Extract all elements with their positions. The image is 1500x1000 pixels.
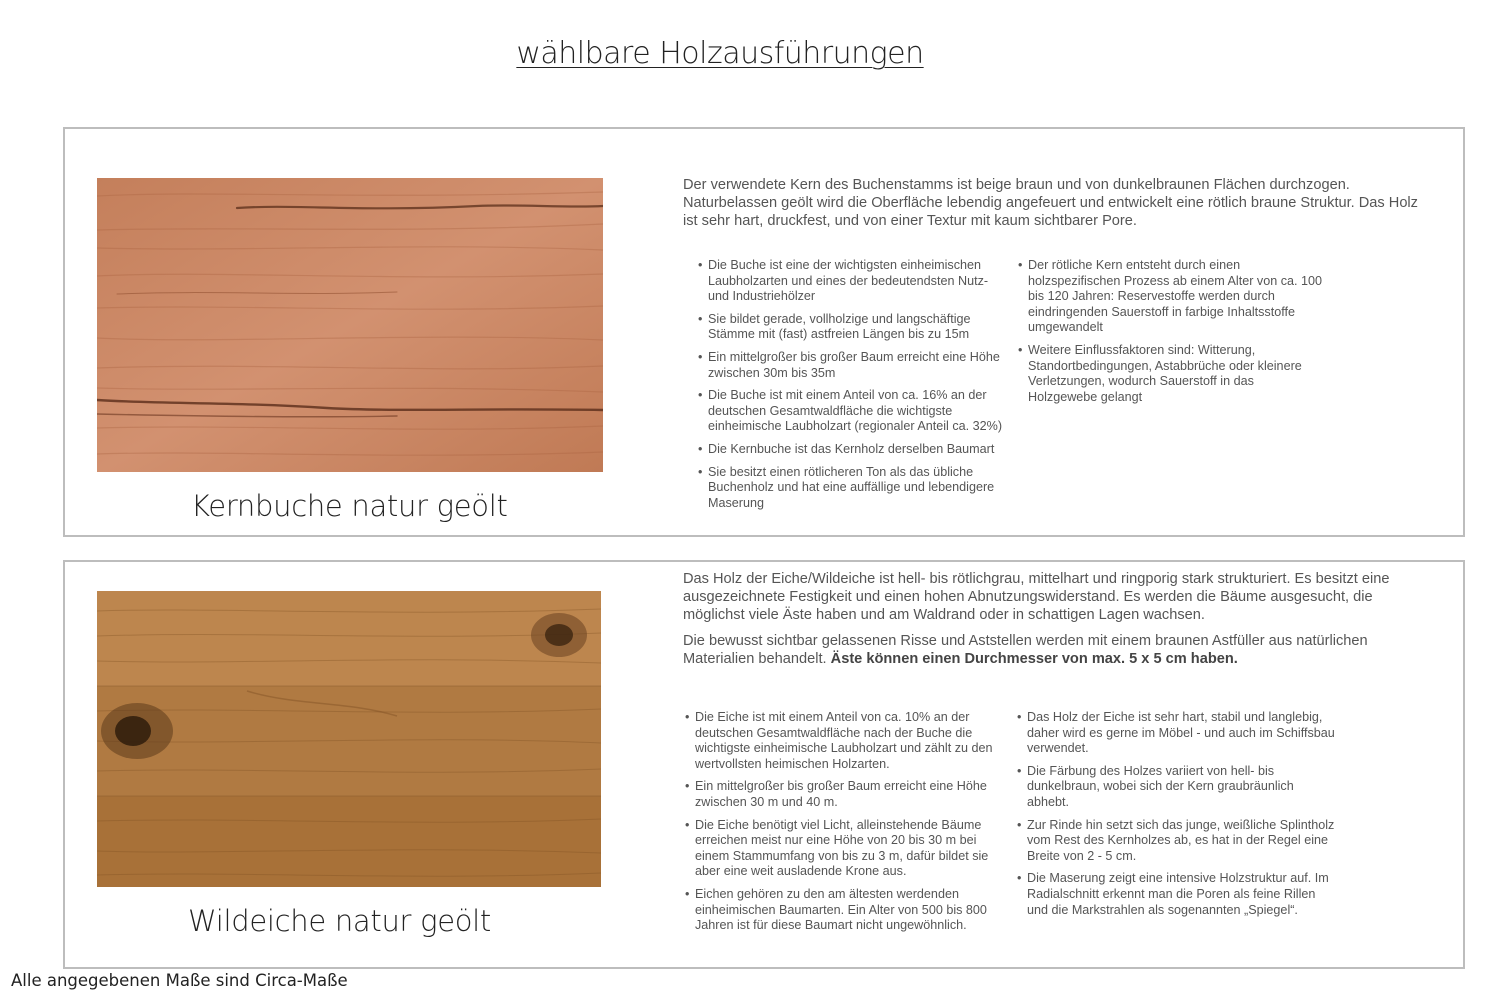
list-item: • Eichen gehören zu den am ältesten werdenden einheimischen Baumarten. Ein Alter von 500 bis 800 Jahren ist für diese Baumart nicht ungewöhnlich.	[685, 887, 1000, 934]
list-item: • Die Eiche ist mit einem Anteil von ca. 10% an der deutschen Gesamtwaldfläche nach der Buche die wichtigste einheimische Laubholzart und zählt zu den wertvollsten heimischen Holzarten.	[685, 710, 1000, 772]
wood-facts-left	[685, 710, 1000, 941]
wood-description-2-bold: Äste können einen Durchmesser von max. 5 x 5 cm haben.	[830, 651, 1238, 667]
list-item: • Sie bildet gerade, vollholzige und langschäftige Stämme mit (fast) astfreien Längen bis zu 15m	[698, 312, 1008, 343]
list-item: • Zur Rinde hin setzt sich das junge, weißliche Splintholz vom Rest des Kernholzes ab, es hat in der Regel eine Breite von 2 - 5 cm.	[1017, 818, 1337, 865]
wood-description: Das Holz der Eiche/Wildeiche ist hell- bis rötlichgrau, mittelhart und ringporig stark strukturiert. Es besitzt eine ausgezeichnete Festigkeit und einen hohen Abnutzungswiderstand. Es werden die Bäume ausgesucht, die möglichst viele Äste haben und am Waldrand oder in schattigen Lagen wachsen.	[683, 571, 1390, 623]
list-item: • Der rötliche Kern entsteht durch einen holzspezifischen Prozess ab einem Alter von ca. 100 bis 120 Jahren: Reservestoffe werden durch eindringenden Sauerstoff in farbige Inhaltsstoffe umgewandelt	[1018, 258, 1323, 336]
wood-name-label: Kernbuche natur geölt	[191, 489, 508, 523]
list-item: • Die Färbung des Holzes variiert von hell- bis dunkelbraun, wobei sich der Kern graubräunlich abhebt.	[1017, 764, 1337, 811]
wood-description-2	[683, 632, 1423, 668]
wood-swatch-image	[97, 178, 603, 472]
list-item: • Ein mittelgroßer bis großer Baum erreicht eine Höhe zwischen 30 m und 40 m.	[685, 779, 1000, 810]
list-item: • Die Maserung zeigt eine intensive Holzstruktur auf. Im Radialschnitt erkennt man die Poren als feine Rillen und die Markstrahlen als sogenannten „Spiegel“.	[1017, 871, 1337, 918]
wood-panel-kernbuche	[63, 127, 1465, 537]
wood-description-2-text: Die bewusst sichtbar gelassenen Risse und Aststellen werden mit einem braunen Astfüller aus natürlichen Materialien behandelt.	[683, 633, 1368, 667]
list-item: • Weitere Einflussfaktoren sind: Witterung, Standortbedingungen, Astabbrüche oder kleinere Verletzungen, wodurch Sauerstoff in das Holzgewebe gelangt	[1018, 343, 1323, 405]
list-item: • Die Buche ist mit einem Anteil von ca. 16% an der deutschen Gesamtwaldfläche die wichtigste einheimische Laubholzart (regionaler Anteil ca. 32%)	[698, 388, 1008, 435]
footnote: Alle angegebenen Maße sind Circa-Maße	[11, 971, 348, 990]
list-item: • Ein mittelgroßer bis großer Baum erreicht eine Höhe zwischen 30m bis 35m	[698, 350, 1008, 381]
wood-description: Der verwendete Kern des Buchenstamms ist beige braun und von dunkelbraunen Flächen durchzogen. Naturbelassen geölt wird die Oberfläche lebendig angefeuert und entwickelt eine rötlich braune Struktur. Das Holz ist sehr hart, druckfest, und von einer Textur mit kaum sichtbarer Pore.	[683, 177, 1418, 229]
list-item: • Sie besitzt einen rötlicheren Ton als das übliche Buchenholz und hat eine auffällige und lebendigere Maserung	[698, 465, 1008, 512]
wood-name-label: Wildeiche natur geölt	[188, 904, 492, 938]
wood-facts-right	[1018, 258, 1323, 412]
list-item: • Die Kernbuche ist das Kernholz derselben Baumart	[698, 442, 1008, 458]
page-title	[0, 36, 1440, 71]
list-item: • Die Eiche benötigt viel Licht, alleinstehende Bäume erreichen meist nur eine Höhe von 20 bis 30 m bei einem Stammumfang von bis zu 3 m, dafür bildet sie aber eine weit ausladende Krone aus.	[685, 818, 1000, 880]
list-item: • Die Buche ist eine der wichtigsten einheimischen Laubholzarten und eines der bedeutendsten Nutz- und Industriehölzer	[698, 258, 1008, 305]
list-item: • Das Holz der Eiche ist sehr hart, stabil und langlebig, daher wird es gerne im Möbel - und auch im Schiffsbau verwendet.	[1017, 710, 1337, 757]
wood-swatch-image	[97, 591, 601, 887]
wood-panel-wildeiche	[63, 560, 1465, 969]
wood-facts-left	[698, 258, 1008, 518]
wood-facts-right	[1017, 710, 1337, 925]
page-title-text: wählbare Holzausführungen	[516, 36, 924, 71]
